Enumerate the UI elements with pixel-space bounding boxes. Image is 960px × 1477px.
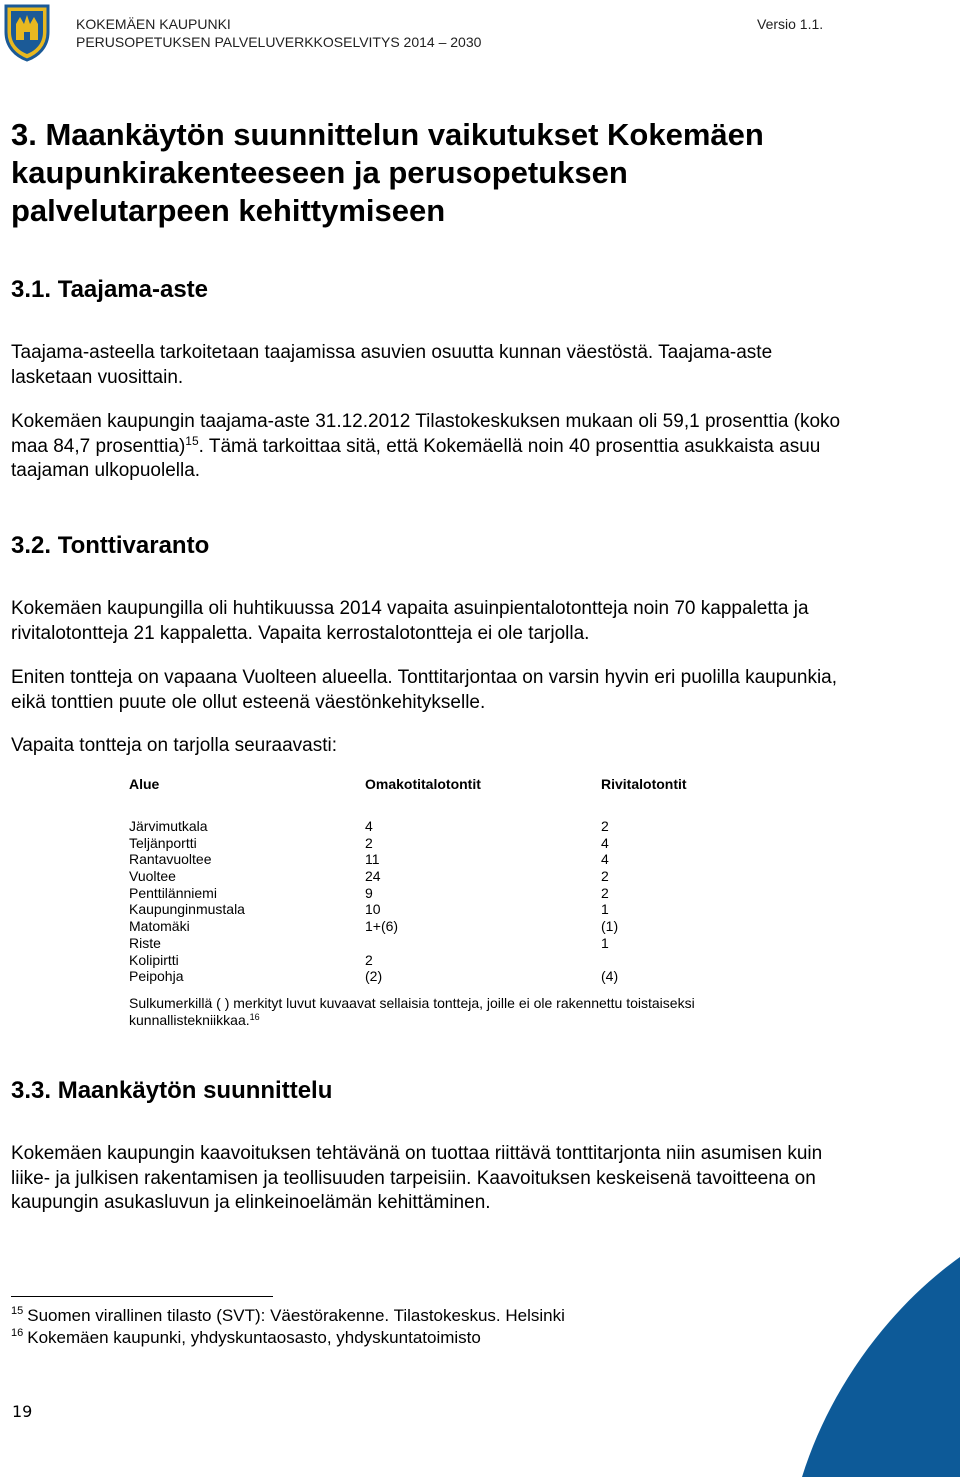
table-header-cell: Alue bbox=[129, 776, 160, 792]
footnote-16: $^{16}$ Kokemäen kaupunki, yhdyskuntaosasto, yhdyskuntatoimisto bbox=[11, 1327, 481, 1347]
table-cell: Riste bbox=[129, 934, 161, 951]
table-cell: Peipohja bbox=[129, 968, 184, 985]
header-version: Versio 1.1. bbox=[757, 16, 824, 32]
table-cell: 2 bbox=[601, 868, 609, 885]
table-cell: 4 bbox=[601, 851, 609, 868]
table-cell: Vuoltee bbox=[129, 868, 176, 885]
table-row bbox=[129, 918, 829, 935]
section-3-2-heading: 3.2. Tonttivaranto bbox=[11, 532, 210, 559]
table-row bbox=[129, 952, 829, 969]
section-3-1-paragraph-1: Taajama-asteella tarkoitetaan taajamissa asuvien osuutta kunnan väestöstä. Taajama-aste lasketaan vuosittain. bbox=[11, 342, 773, 388]
table-header-cell: Omakotitalotontit bbox=[365, 776, 481, 792]
table-cell: (4) bbox=[601, 968, 619, 985]
header-doc-title: PERUSOPETUKSEN PALVELUVERKKOSELVITYS 2014 – 2030 bbox=[76, 34, 482, 50]
table-cell: 2 bbox=[601, 884, 609, 901]
table-header-row bbox=[129, 774, 829, 794]
table-cell: 11 bbox=[365, 851, 380, 868]
corner-decoration bbox=[740, 1237, 960, 1477]
table-cell: Rantavuoltee bbox=[129, 851, 212, 868]
table-row bbox=[129, 901, 829, 918]
table-cell: 1 bbox=[601, 901, 609, 918]
section-3-1-heading: 3.1. Taajama-aste bbox=[11, 276, 209, 303]
table-cell: (2) bbox=[365, 968, 383, 985]
table-cell: Teljänportti bbox=[129, 834, 197, 851]
section-3-1-paragraph-2: Kokemäen kaupungin taajama-aste 31.12.2012 Tilastokeskuksen mukaan oli 59,1 prosenttia (koko maa 84,7 prosenttia)$^{15}$. Tämä tarkoittaa sitä, että Kokemäellä noin 40 prosenttia asukkaista asuu taajaman ulkopuolella. bbox=[11, 411, 841, 481]
page-number: 19 bbox=[12, 1402, 33, 1421]
town-crest-icon bbox=[2, 2, 52, 62]
table-cell: 24 bbox=[365, 868, 381, 885]
table-cell: 2 bbox=[601, 818, 609, 834]
section-3-heading: 3. Maankäytön suunnittelun vaikutukset Kokemäen kaupunkirakenteeseen ja perusopetuksen palvelutarpeen kehittymiseen bbox=[11, 117, 764, 228]
section-3-3-heading: 3.3. Maankäytön suunnittelu bbox=[11, 1077, 333, 1104]
plot-availability-table bbox=[129, 774, 829, 985]
section-3-3-paragraph-1: Kokemäen kaupungin kaavoituksen tehtävänä on tuottaa riittävä tonttitarjonta niin asumisen kuin liike- ja julkisen rakentamisen ja teollisuuden tarpeisiin. Kaavoituksen keskeisenä tavoitteena on kaupungin asukasluvun ja elinkeinoelämän kehittäminen. bbox=[11, 1143, 823, 1213]
table-cell: 2 bbox=[365, 834, 373, 851]
table-note: Sulkumerkillä ( ) merkityt luvut kuvaavat sellaisia tontteja, joille ei ole rakennettu toistaiseksi kunnallistekniikkaa.$^{16}$ bbox=[129, 995, 695, 1028]
table-row bbox=[129, 851, 829, 868]
document-header bbox=[76, 15, 481, 51]
footnote-ref-15: 15 bbox=[185, 433, 199, 448]
table-cell: Kaupunginmustala bbox=[129, 901, 245, 918]
table-cell: 9 bbox=[365, 884, 373, 901]
table-row bbox=[129, 868, 829, 885]
footnote-15: $^{15}$ Suomen virallinen tilasto (SVT): Väestörakenne. Tilastokeskus. Helsinki bbox=[11, 1305, 565, 1325]
table-row bbox=[129, 818, 829, 835]
table-cell: 10 bbox=[365, 901, 381, 918]
table-cell: 4 bbox=[601, 834, 609, 851]
table-cell: (1) bbox=[601, 918, 619, 935]
table-cell: Penttilänniemi bbox=[129, 884, 217, 901]
table-row bbox=[129, 968, 829, 985]
table-row bbox=[129, 935, 829, 952]
table-cell: Järvimutkala bbox=[129, 818, 208, 834]
table-row bbox=[129, 885, 829, 902]
footnote-divider bbox=[11, 1296, 273, 1297]
header-org: KOKEMÄEN KAUPUNKI bbox=[76, 16, 231, 32]
section-3-2-paragraph-2: Eniten tontteja on vapaana Vuolteen alueella. Tonttitarjontaa on varsin hyvin eri puolilla kaupunkia, eikä tonttien puute ole ollut esteenä väestönkehitykselle. bbox=[11, 667, 838, 713]
section-3-2-paragraph-1: Kokemäen kaupungilla oli huhtikuussa 2014 vapaita asuinpientalotontteja noin 70 kappaletta ja rivitalotontteja 21 kappaletta. Vapaita kerrostalotontteja ei ole tarjolla. bbox=[11, 598, 809, 644]
table-cell: 1 bbox=[601, 934, 609, 951]
table-cell: 2 bbox=[365, 951, 373, 968]
table-cell: 4 bbox=[365, 818, 373, 834]
footnote-ref-16: 16 bbox=[249, 1012, 260, 1022]
table-cell: 1+(6) bbox=[365, 918, 399, 935]
section-3-2-paragraph-3: Vapaita tontteja on tarjolla seuraavasti: bbox=[11, 735, 338, 756]
table-row bbox=[129, 835, 829, 852]
table-cell: Kolipirtti bbox=[129, 951, 179, 968]
table-header-cell: Rivitalotontit bbox=[601, 776, 687, 792]
table-cell: Matomäki bbox=[129, 918, 190, 935]
